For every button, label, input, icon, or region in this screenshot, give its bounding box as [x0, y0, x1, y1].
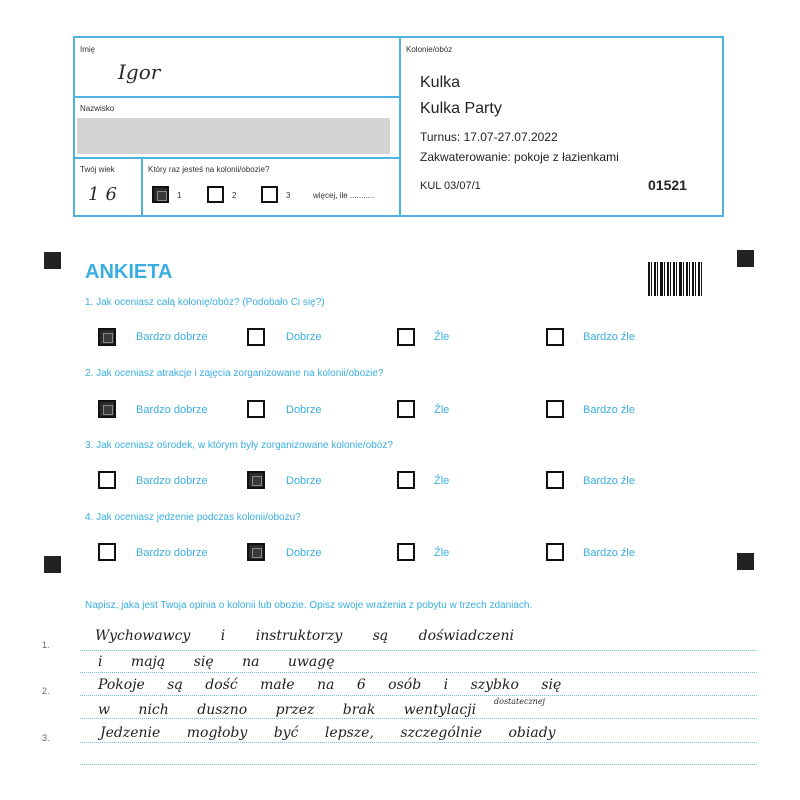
q1-option-dobrze[interactable] — [247, 328, 265, 346]
q3-option-zle[interactable] — [397, 471, 415, 489]
q1-label-dobrze: Dobrze — [286, 331, 322, 343]
q2-label-bardzo-zle: Bardzo źle — [583, 404, 635, 416]
q4-option-dobrze[interactable] — [247, 543, 265, 561]
q1-label-bardzo-zle: Bardzo źle — [583, 331, 635, 343]
q2-label-dobrze: Dobrze — [286, 404, 322, 416]
q4-label-bardzo-zle: Bardzo źle — [583, 547, 635, 559]
registration-marker-bl — [44, 556, 61, 573]
q3-label-zle: Źle — [434, 475, 450, 487]
answer-text-2b: w nich duszno przez brak wentylacji — [98, 702, 477, 718]
answer-line — [80, 672, 757, 673]
q2-option-zle[interactable] — [397, 400, 415, 418]
camp-label: Kolonie/obóz — [406, 45, 453, 54]
times-checkbox-3[interactable] — [261, 186, 278, 203]
age-value: 16 — [88, 184, 123, 205]
q1-option-bardzo-zle[interactable] — [546, 328, 564, 346]
question-1: 1. Jak oceniasz całą kolonię/obóz? (Podobało Ci się?) — [85, 297, 325, 308]
q4-option-zle[interactable] — [397, 543, 415, 561]
first-name-value: Igor — [118, 60, 161, 84]
camp-subtitle: Kulka Party — [420, 100, 502, 117]
camp-code: KUL 03/07/1 — [420, 180, 481, 192]
answer-text-1a: Wychowawcy i instruktorzy są doświadczeni — [95, 628, 515, 644]
times-option-3: 3 — [286, 191, 291, 200]
answer-line — [80, 764, 757, 765]
question-2: 2. Jak oceniasz atrakcje i zajęcia zorganizowane na kolonii/obozie? — [85, 368, 384, 379]
q2-label-zle: Źle — [434, 404, 450, 416]
q2-label-bardzo-dobrze: Bardzo dobrze — [136, 404, 208, 416]
q1-option-bardzo-dobrze[interactable] — [98, 328, 116, 346]
registration-marker-tl — [44, 252, 61, 269]
q1-label-zle: Źle — [434, 331, 450, 343]
times-option-1: 1 — [177, 191, 182, 200]
answer-number-3: 3. — [42, 733, 50, 743]
answer-line — [80, 742, 757, 743]
times-more: więcej, ile ........... — [313, 191, 375, 200]
answer-text-3: Jedzenie mogłoby być lepsze, szczególnie obiady — [100, 725, 556, 741]
camp-name: Kulka — [420, 74, 461, 91]
q2-option-bardzo-dobrze[interactable] — [98, 400, 116, 418]
redacted-surname — [77, 118, 390, 154]
q3-label-bardzo-dobrze: Bardzo dobrze — [136, 475, 208, 487]
answer-line — [80, 650, 757, 651]
q4-label-bardzo-dobrze: Bardzo dobrze — [136, 547, 208, 559]
age-label: Twój wiek — [80, 165, 115, 174]
times-checkbox-1[interactable] — [152, 186, 169, 203]
barcode-icon — [648, 262, 702, 296]
answer-insertion: dostatecznej — [494, 697, 546, 706]
times-label: Który raz jesteś na kolonii/obozie? — [148, 165, 270, 174]
q4-option-bardzo-zle[interactable] — [546, 543, 564, 561]
q3-label-dobrze: Dobrze — [286, 475, 322, 487]
answer-text-2a: Pokoje są dość małe na 6 osób i szybko się — [98, 677, 562, 693]
registration-marker-tr — [737, 250, 754, 267]
q1-label-bardzo-dobrze: Bardzo dobrze — [136, 331, 208, 343]
survey-title: ANKIETA — [85, 261, 173, 283]
question-4: 4. Jak oceniasz jedzenie podczas kolonii/obozu? — [85, 512, 301, 523]
answer-text-1b: i mają się na uwagę — [98, 654, 335, 670]
times-option-2: 2 — [232, 191, 237, 200]
accommodation: Zakwaterowanie: pokoje z łazienkami — [420, 150, 619, 164]
times-checkbox-2[interactable] — [207, 186, 224, 203]
q3-option-bardzo-zle[interactable] — [546, 471, 564, 489]
q2-option-bardzo-zle[interactable] — [546, 400, 564, 418]
q4-option-bardzo-dobrze[interactable] — [98, 543, 116, 561]
q3-option-bardzo-dobrze[interactable] — [98, 471, 116, 489]
opinion-prompt: Napisz, jaka jest Twoja opinia o kolonii lub obozie. Opisz swoje wrażenia z pobytu w trzech zdaniach. — [85, 600, 533, 611]
q3-label-bardzo-zle: Bardzo źle — [583, 475, 635, 487]
q4-label-zle: Źle — [434, 547, 450, 559]
question-3: 3. Jak oceniasz ośrodek, w którym były zorganizowane kolonie/obóz? — [85, 440, 393, 451]
q1-option-zle[interactable] — [397, 328, 415, 346]
turnus: Turnus: 17.07-27.07.2022 — [420, 130, 558, 144]
last-name-label: Nazwisko — [80, 104, 115, 113]
answer-line — [80, 695, 757, 696]
registration-marker-br — [737, 553, 754, 570]
q2-option-dobrze[interactable] — [247, 400, 265, 418]
q4-label-dobrze: Dobrze — [286, 547, 322, 559]
answer-number-1: 1. — [42, 640, 50, 650]
answer-line — [80, 718, 757, 719]
q3-option-dobrze[interactable] — [247, 471, 265, 489]
form-number: 01521 — [648, 177, 687, 193]
answer-number-2: 2. — [42, 686, 50, 696]
first-name-label: Imię — [80, 45, 96, 54]
